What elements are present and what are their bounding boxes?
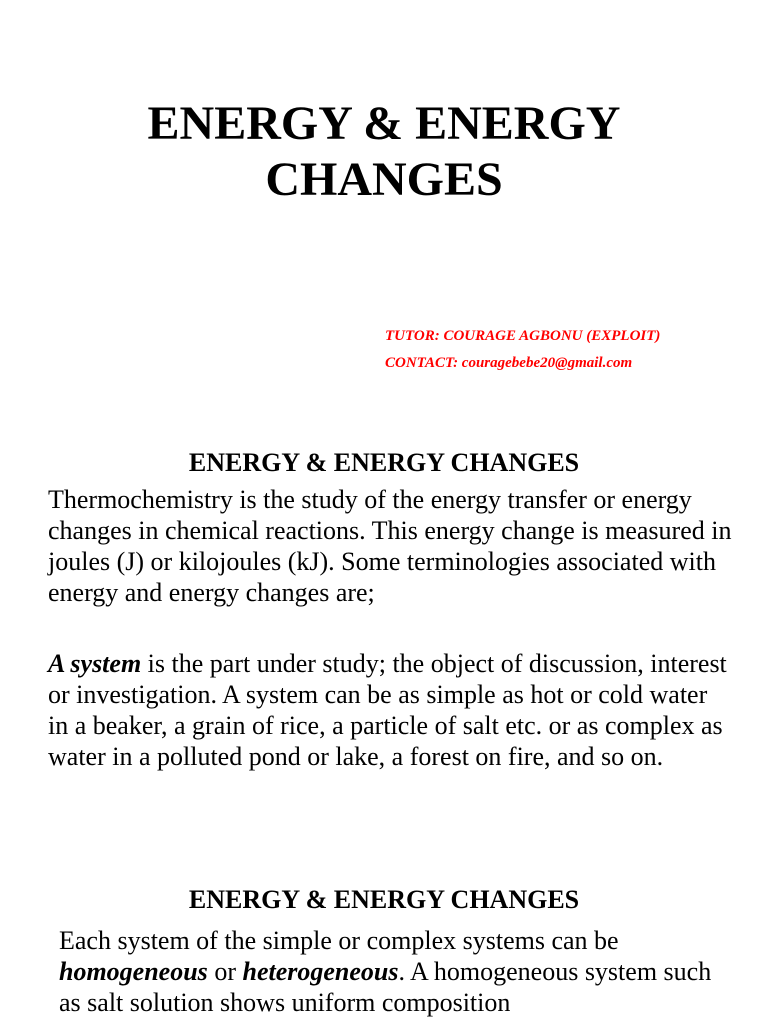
section-2-intro: Each system of the simple or complex systems can be [59, 926, 619, 955]
section-2-heading: ENERGY & ENERGY CHANGES [188, 885, 580, 914]
section-2-rest: . A homogeneous system such as salt solution shows uniform composition [59, 957, 712, 1017]
section-1-heading: ENERGY & ENERGY CHANGES [188, 448, 580, 477]
tutor-line: TUTOR: COURAGE AGBONU (EXPLOIT) [385, 328, 661, 344]
title-line-2: CHANGES [265, 153, 503, 206]
contact-line: CONTACT: couragebebe20@gmail.com [385, 355, 633, 371]
connector-text: or [207, 957, 243, 986]
system-definition: is the part under study; the object of discussion, interest or investigation. A system can be as simple as hot or cold water in a beaker, a grain of rice, a particle of salt etc. or as complex as water in a polluted pond or lake, a forest on fire, and so on. [48, 649, 727, 771]
section-2-paragraph [59, 925, 729, 1018]
system-term: A system [48, 649, 142, 678]
section-1-paragraph-1: Thermochemistry is the study of the energy transfer or energy changes in chemical reactions. This energy change is measured in joules (J) or kilojoules (kJ). Some terminologies associated with energy and energy changes are; [48, 485, 732, 607]
page-title [0, 96, 768, 208]
section-1-paragraph-2 [48, 648, 732, 772]
title-line-1: ENERGY & ENERGY [147, 97, 621, 150]
homogeneous-term: homogeneous [59, 957, 208, 986]
heterogeneous-term: heterogeneous [242, 957, 399, 986]
tutor-info [385, 323, 660, 377]
